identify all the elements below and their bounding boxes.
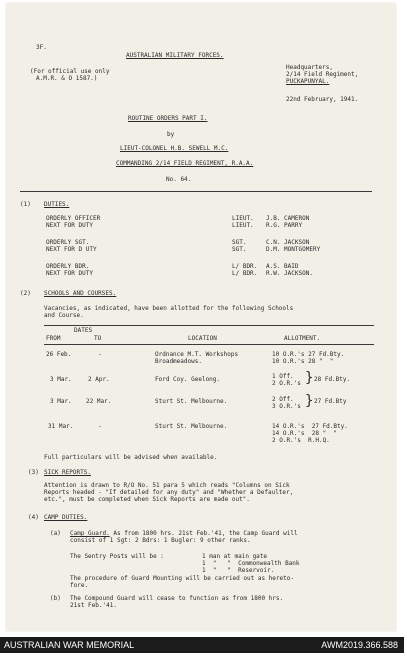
- section-2-footer: Full particulars will be advised when available.: [44, 454, 218, 461]
- duty-rank: LIEUT.: [232, 222, 254, 229]
- section-4a-line-1: As from 1800 hrs. 21st Feb.'41, the Camp Guard will: [109, 530, 298, 537]
- col-to-header: TO: [94, 335, 102, 342]
- course-location: Sturt St. Melbourne.: [155, 423, 228, 430]
- hq-line-2: 2/14 Field Regiment,: [286, 71, 359, 78]
- course-allotment-unit: 27 Fd.Bty: [314, 398, 347, 405]
- official-use-line-1: (For official use only: [30, 68, 110, 75]
- course-allotment: 1 Off.: [272, 373, 294, 380]
- section-4a-line-4: fore.: [70, 582, 89, 589]
- col-from-header: FROM: [46, 335, 61, 342]
- col-location-header: LOCATION: [188, 335, 217, 342]
- course-location-line-2: Broadmeadows.: [155, 358, 202, 365]
- course-from: 3 Mar.: [50, 398, 72, 405]
- section-1-number: (1): [20, 201, 31, 208]
- commander-name: LIEUT-COLONEL H.B. SEWELL M.C.: [120, 145, 229, 152]
- course-allotment: 10 O.R.'s 27 Fd.Bty.: [272, 351, 345, 358]
- section-4a-line-3: The procedure of Guard Mounting will be carried out as hereto-: [70, 575, 294, 582]
- header-divider: [20, 191, 372, 192]
- course-allotment: 3 O.R.'s: [272, 403, 301, 410]
- commanding-line: COMMANDING 2/14 FIELD REGIMENT, R.A.A.: [116, 160, 254, 167]
- by-line: by: [167, 131, 175, 138]
- section-3-line-1: Attention is drawn to R/O No. 51 para 5 which reads "Columns on Sick: [44, 482, 290, 489]
- sentry-post: 1 man at main gate: [202, 553, 268, 560]
- course-to: 22 Mar.: [86, 398, 112, 405]
- document-date: 22nd February, 1941.: [286, 96, 359, 103]
- footer-accession-number: AWM2019.366.588: [321, 640, 398, 650]
- duty-role: ORDERLY OFFICER: [46, 215, 101, 222]
- course-allotment: 2 Off.: [272, 396, 294, 403]
- section-3-number: (3): [28, 469, 39, 476]
- section-3-title: SICK REPORTS.: [44, 469, 91, 476]
- duty-name: R.G. PARRY: [266, 222, 303, 229]
- duty-rank: L/ BDR.: [232, 270, 258, 277]
- course-location: Ford Coy. Geelong.: [155, 376, 221, 383]
- course-allotment: 2 O.R.'s: [272, 380, 301, 387]
- section-4a-text: [70, 530, 298, 537]
- table-header-rule: [44, 344, 374, 345]
- table-top-rule: [44, 325, 374, 326]
- course-to: -: [98, 351, 102, 358]
- course-allotment: 14 O.R.'s 28 " ": [272, 430, 338, 437]
- section-3-line-3: etc.", must be completed when Sick Reports are made out".: [44, 496, 250, 503]
- section-2-intro-line-1: Vacancies, as indicated, have been allotted for the following Schools: [44, 305, 294, 312]
- footer-credit: AUSTRALIAN WAR MEMORIAL: [4, 640, 135, 650]
- official-use-line-2: A.M.R. & O 1587.): [36, 75, 98, 82]
- sentry-post: 1 " " Reservoir.: [202, 567, 275, 574]
- page-mark: 3F.: [36, 44, 47, 51]
- section-4b-line-1: The Compound Guard will cease to function as from 1800 hrs.: [70, 595, 284, 602]
- section-3-line-2: Reports headed - "If detailed for any duty" and "Whether a Defaulter,: [44, 489, 294, 496]
- duty-role: ORDERLY SGT.: [46, 239, 90, 246]
- duty-rank: SGT.: [232, 246, 247, 253]
- footer-bar: [0, 637, 404, 653]
- brace-glyph: }: [305, 370, 314, 386]
- section-2-number: (2): [20, 290, 31, 297]
- course-from: 26 Feb.: [46, 351, 72, 358]
- section-4a-heading: Camp Guard.: [70, 530, 110, 537]
- hq-line-3: PUCKAPUNYAL.: [286, 78, 330, 85]
- duty-role: NEXT FOR DUTY: [46, 222, 93, 229]
- section-2-intro-line-2: and Course.: [44, 312, 84, 319]
- col-dates-header: DATES: [74, 327, 93, 334]
- hq-line-1: Headquarters,: [286, 64, 333, 71]
- orders-number: No. 64.: [166, 176, 192, 183]
- section-1-title: DUTIES.: [44, 201, 70, 208]
- brace-glyph: }: [305, 393, 314, 409]
- organisation-heading: AUSTRALIAN MILITARY FORCES.: [126, 52, 224, 59]
- course-location: Ordnance M.T. Workshops: [155, 351, 239, 358]
- duty-name: C.N. JACKSON: [266, 239, 310, 246]
- section-4a-label: (a): [50, 530, 61, 537]
- section-4-number: (4): [28, 514, 39, 521]
- sentry-post: 1 " " Commonwealth Bank: [202, 560, 300, 567]
- sentry-posts-lead: The Sentry Posts will be :: [70, 553, 164, 560]
- duty-rank: SGT.: [232, 239, 247, 246]
- course-allotment: 10 O.R.'s 28 " ": [272, 358, 334, 365]
- duty-name: D.M. MONTGOMERY: [266, 246, 321, 253]
- course-to: -: [98, 423, 102, 430]
- duty-rank: L/ BDR.: [232, 263, 258, 270]
- course-from: 31 Mar.: [48, 423, 74, 430]
- duty-name: J.B. CAMERON: [266, 215, 310, 222]
- course-allotment: 2 O.R.'s R.H.Q.: [272, 437, 330, 444]
- section-4a-line-2: consist of 1 Sgt: 2 Bdrs: 1 Bugler: 9 other ranks.: [70, 537, 251, 544]
- col-allotment-header: ALLOTMENT.: [284, 335, 321, 342]
- duty-role: ORDERLY BDR.: [46, 263, 90, 270]
- duty-name: R.W. JACKSON.: [266, 270, 313, 277]
- section-4-title: CAMP DUTIES.: [44, 514, 88, 521]
- section-4b-line-2: 21st Feb.'41.: [70, 602, 117, 609]
- section-4b-label: (b): [50, 595, 61, 602]
- duty-role: NEXT FOR DUTY: [46, 270, 93, 277]
- course-allotment-unit: 28 Fd.Bty.: [314, 376, 351, 383]
- duty-role: NEXT FOR D UTY: [46, 246, 97, 253]
- course-from: 3 Mar.: [50, 376, 72, 383]
- course-location: Sturt St. Melbourne.: [155, 398, 228, 405]
- orders-title: ROUTINE ORDERS PART I.: [128, 115, 208, 122]
- section-2-title: SCHOOLS AND COURSES.: [44, 290, 117, 297]
- duty-rank: LIEUT.: [232, 215, 254, 222]
- course-to: 2 Apr.: [88, 376, 110, 383]
- duty-name: A.S. BAID: [266, 263, 299, 270]
- course-allotment: 14 O.R.'s 27 Fd.Bty.: [272, 423, 348, 430]
